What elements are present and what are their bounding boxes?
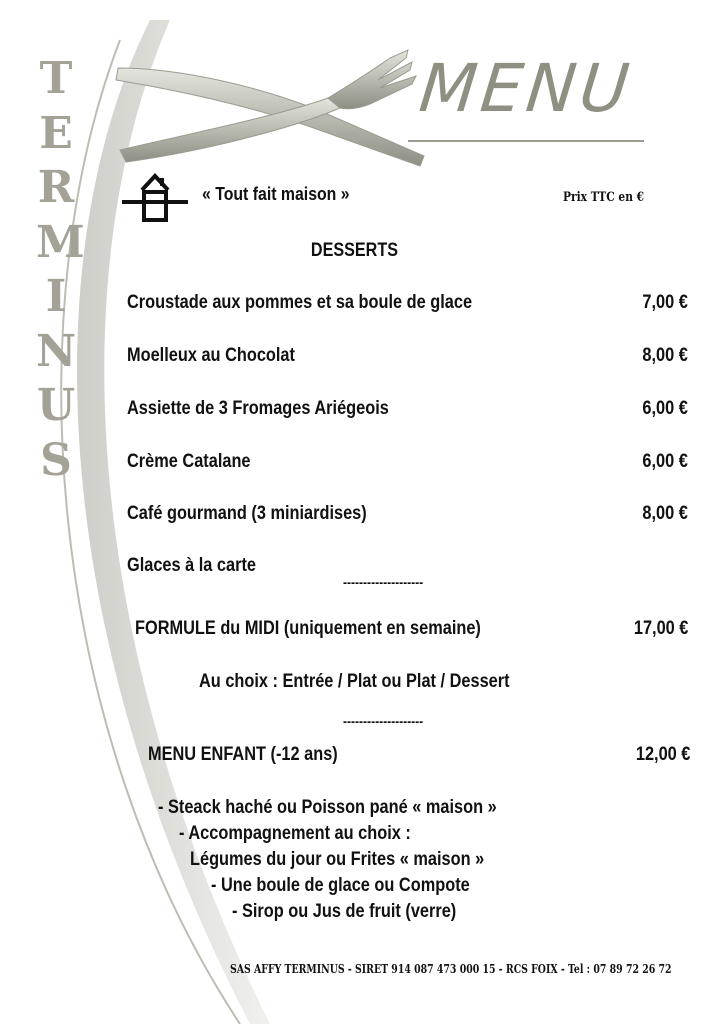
formule-price: 17,00 € (633, 618, 688, 639)
fork-knife-icon (108, 38, 428, 178)
menu-enfant-line: - Sirop ou Jus de fruit (verre) (232, 901, 457, 922)
separator: -------------------- (343, 713, 424, 729)
side-letter: I (45, 271, 67, 322)
side-letter: E (39, 107, 73, 159)
menu-item-name: Crème Catalane (127, 451, 251, 472)
menu-enfant-line: - Accompagnement au choix : (179, 823, 411, 844)
menu-item-name: Café gourmand (3 miniardises) (127, 503, 367, 524)
side-letter: M (36, 216, 85, 268)
menu-item-name: Glaces à la carte (127, 555, 256, 576)
menu-enfant-price: 12,00 € (635, 744, 690, 765)
menu-item-price: 6,00 € (642, 451, 688, 472)
menu-item-price: 8,00 € (642, 503, 688, 524)
formule-name: FORMULE du MIDI (uniquement en semaine) (135, 618, 481, 639)
side-letter: U (36, 380, 76, 431)
menu-item-price: 7,00 € (642, 292, 688, 313)
menu-item-name: Croustade aux pommes et sa boule de glace (127, 292, 473, 313)
desserts-title: DESSERTS (310, 240, 398, 261)
price-note: Prix TTC en € (563, 190, 645, 205)
side-letter: S (40, 434, 72, 486)
menu-underline (408, 140, 644, 142)
house-icon (122, 168, 188, 224)
side-letter: N (36, 325, 77, 377)
menu-enfant-line: Légumes du jour ou Frites « maison » (190, 849, 485, 870)
menu-item-price: 8,00 € (642, 345, 688, 366)
menu-enfant-line: - Steack haché ou Poisson pané « maison » (158, 797, 497, 818)
formule-detail: Au choix : Entrée / Plat ou Plat / Dessert (199, 671, 510, 692)
menu-item-price: 6,00 € (642, 398, 688, 419)
restaurant-name-vertical (36, 52, 85, 488)
side-letter: T (39, 53, 73, 104)
menu-title: MENU (415, 50, 637, 127)
menu-enfant-line: - Une boule de glace ou Compote (211, 875, 470, 896)
separator: -------------------- (343, 574, 424, 590)
menu-enfant-name: MENU ENFANT (-12 ans) (148, 744, 338, 765)
side-letter: R (37, 162, 75, 213)
menu-item-name: Moelleux au Chocolat (127, 345, 295, 366)
menu-item-name: Assiette de 3 Fromages Ariégeois (127, 398, 389, 419)
fait-maison-label: « Tout fait maison » (202, 184, 350, 204)
footer-legal: SAS AFFY TERMINUS - SIRET 914 087 473 000 15 - RCS FOIX - Tel : 07 89 72 26 72 (230, 962, 672, 976)
